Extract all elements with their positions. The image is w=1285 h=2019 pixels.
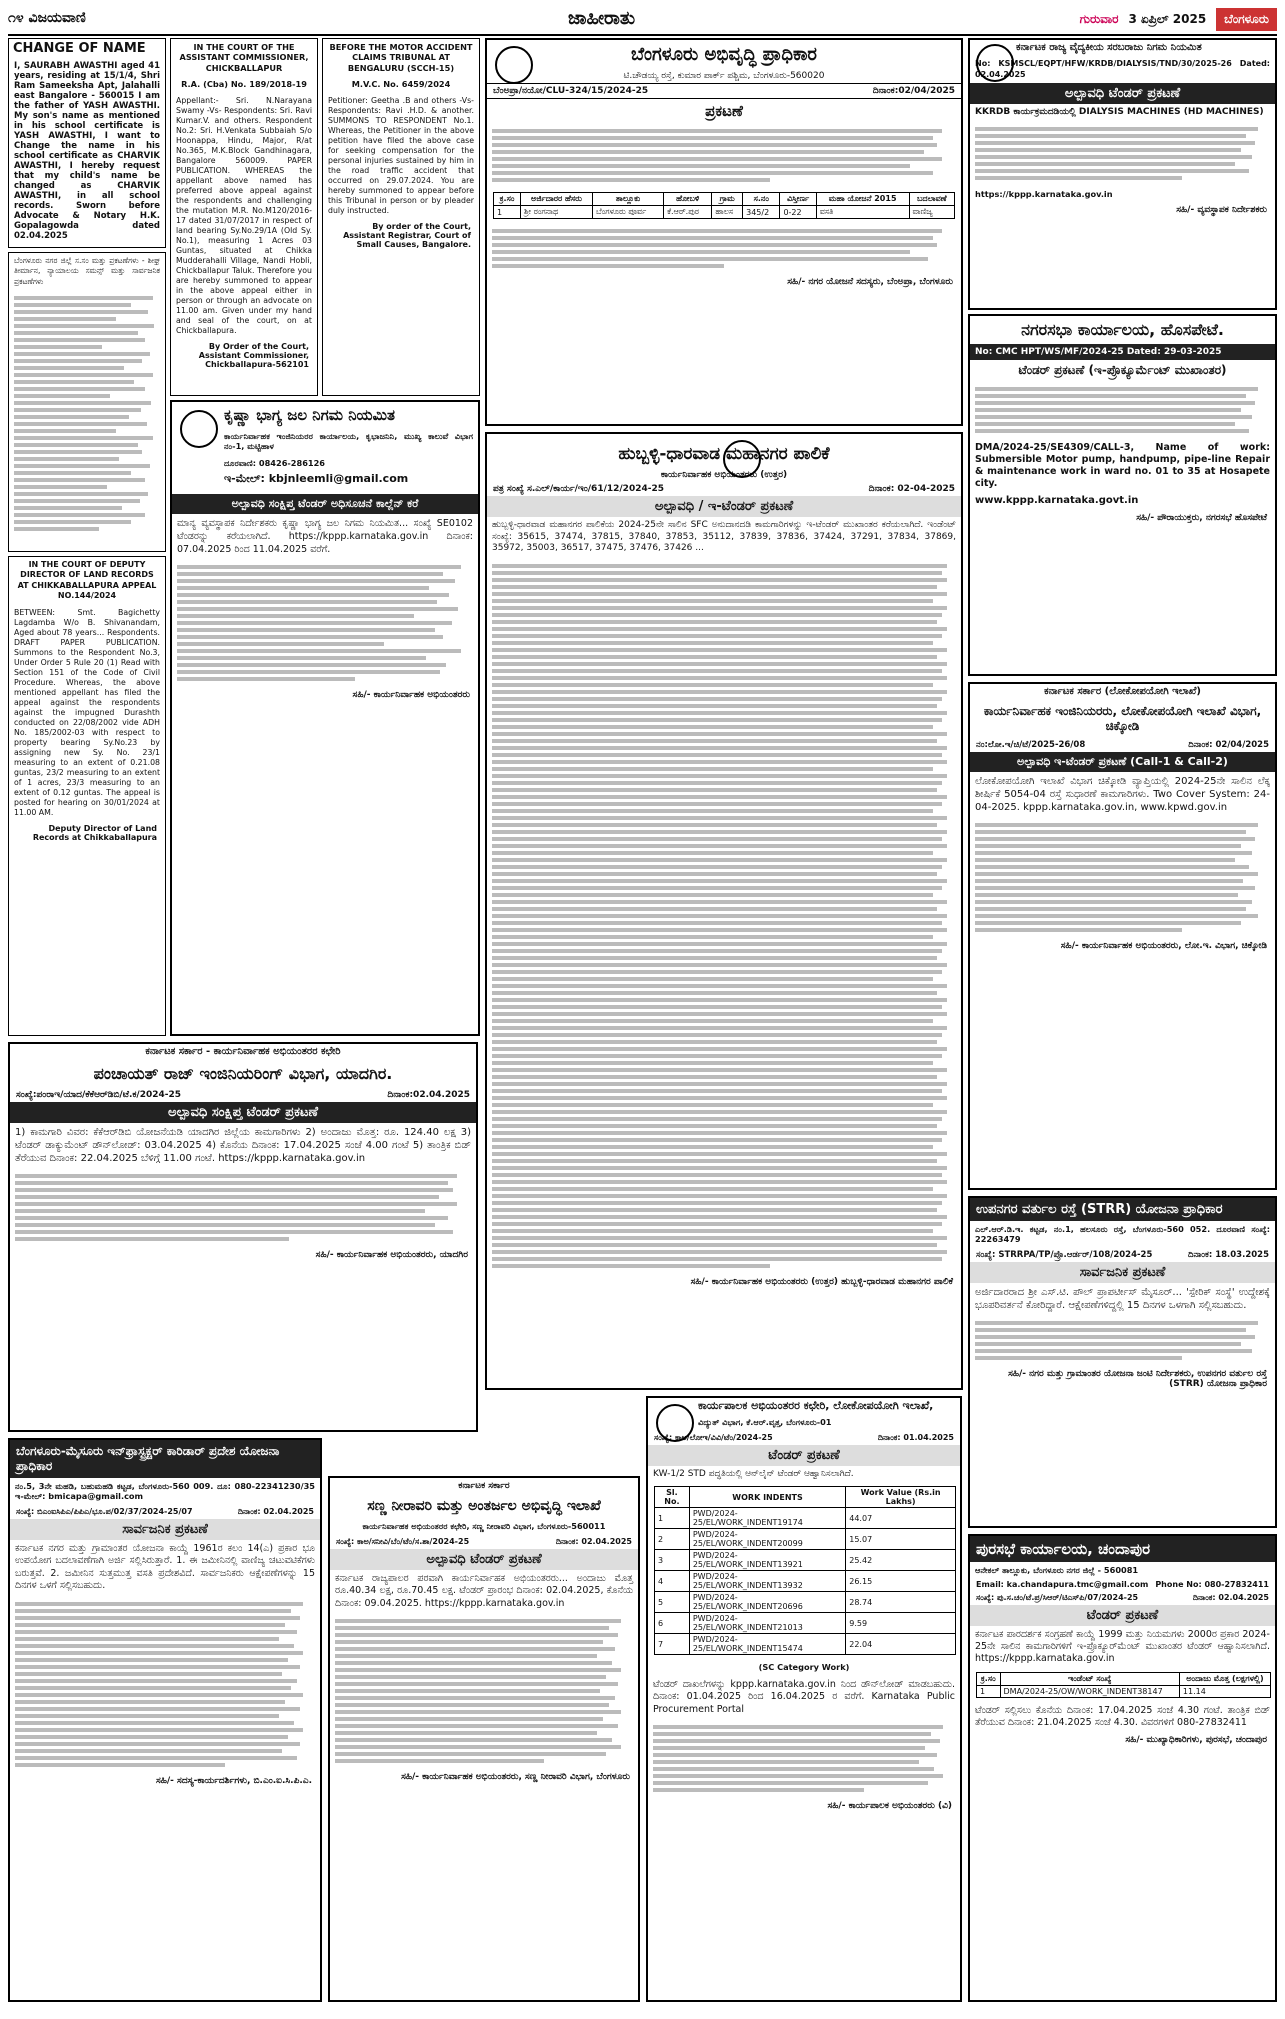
eld-table-cell: 15.07 (846, 1529, 956, 1550)
eld-table-cell: PWD/2024-25/EL/WORK_INDENT20099 (689, 1529, 845, 1550)
mi-date: ದಿನಾಂಕ: 02.04.2025 (555, 1536, 632, 1546)
table-row (655, 1529, 956, 1550)
hdmc-ref: ಪತ್ರ ಸಂಖ್ಯೆ ಸ.ಎಲ್/ಕಾರ್ಯ/ಇಂ/61/12/2024-25 (493, 484, 664, 494)
ac-court-case: R.A. (Cba) No. 189/2018-19 (181, 79, 307, 90)
kssmc-lines (970, 121, 1275, 186)
tribunal-body: Petitioner: Geetha .B and others -Vs- Respondents: Ravi .H.D. & another. SUMMONS TO RESPONDENT No.1. Whereas, the Petitioner in the above petition have filed the above case for seeking compensation for the personal injuries sustained by him in the road traffic accident that occurred on 29.07.2024. You are hereby summoned to appear before this Tribunal in person or by pleader duly instructed. (328, 95, 474, 215)
bda-table-cell: 0-22 (780, 206, 816, 219)
chikodi-title: ಕಾರ್ಯನಿರ್ವಾಹಕ ಇಂಜಿನಿಯರರು, ಲೋಕೋಪಯೋಗಿ ಇಲಾಖೆ ವಿಭಾಗ, ಚಿಕ್ಕೋಡಿ (983, 704, 1262, 734)
header-date-block (1080, 6, 1277, 32)
chandapura-table-cell: DMA/2024-25/OW/WORK_INDENT38147 (1000, 1686, 1179, 1698)
bda-intro-lines (487, 123, 961, 188)
tribunal-title: BEFORE THE MOTOR ACCIDENT CLAIMS TRIBUNAL AT BENGALURU (SCCH-15) (329, 42, 473, 73)
bda-notice-title: ಪ್ರಕಟಣೆ (705, 102, 743, 120)
bda-sign: ಸಹಿ/- ನಗರ ಯೋಜನೆ ಸದಸ್ಯರು, ಬೆಂಅಪ್ರಾ, ಬೆಂಗಳೂರು (787, 277, 953, 287)
bda-table-header-cell: ಅರ್ಜಿದಾರರ ಹೆಸರು (521, 193, 593, 206)
eld-table-cell: PWD/2024-25/EL/WORK_INDENT15474 (689, 1634, 845, 1655)
bda-address: ಟಿ.ಚೌಡಯ್ಯ ರಸ್ತೆ, ಕುಮಾರ ಪಾರ್ಕ್ ಪಶ್ಚಿಮ, ಬೆಂಗಳೂರು-560020 (623, 71, 825, 81)
chandapura-table-header-cell: ಇಂಡೆಂಟ್ ಸಂಖ್ಯೆ (1000, 1673, 1179, 1686)
kbjnl-logo-icon (180, 410, 218, 448)
hdmc-tender (485, 432, 963, 1390)
eld-band: ಟೆಂಡರ್ ಪ್ರಕಟಣೆ (648, 1445, 960, 1466)
eld-table-cell: 28.74 (846, 1592, 956, 1613)
eld-table-cell: PWD/2024-25/EL/WORK_INDENT13932 (689, 1571, 845, 1592)
date: 3 ಏಪ್ರಿಲ್ 2025 (1128, 11, 1207, 26)
eld-table-cell: PWD/2024-25/EL/WORK_INDENT21013 (689, 1613, 845, 1634)
eld-table-cell: 7 (655, 1634, 690, 1655)
hospet-web: www.kppp.karnataka.govt.in (975, 495, 1139, 507)
mi-top: ಕರ್ನಾಟಕ ಸರ್ಕಾರ (458, 1481, 510, 1491)
strr-band: ಸಾರ್ವಜನಿಕ ಪ್ರಕಟಣೆ (970, 1262, 1275, 1283)
table-row (655, 1613, 956, 1634)
land-records-title: IN THE COURT OF DEPUTY DIRECTOR OF LAND RECORDS AT CHIKKABALLAPURA APPEAL NO.144/2024 (17, 560, 157, 601)
kbjnl-body: ಮಾನ್ಯ ವ್ಯವಸ್ಥಾಪಕ ನಿರ್ದೇಶಕರು ಕೃಷ್ಣಾ ಭಾಗ್ಯ ಜಲ ನಿಗಮ ನಿಯಮಿತ... ಸಂಖ್ಯೆ SE0102 ಟೆಂಡರನ್ನು ಕರೆಯಲಾಗಿದೆ. https://kppp.karnataka.gov.in ದಿನಾಂಕ: 07.04.2025 ರಿಂದ 11.04.2025 ವರೆಗೆ. (177, 517, 473, 555)
page-header (8, 6, 1277, 36)
bda-ref: ಬೆಂಅಪ್ರಾ/ನಯೋ/CLU-324/15/2024-25 (493, 86, 649, 96)
chandapura-table-cell: 11.14 (1179, 1686, 1270, 1698)
bda-table-cell: ಬೆಂಗಳೂರು ಪೂರ್ವ (592, 206, 663, 219)
hdmc-sign: ಸಹಿ/- ಕಾರ್ಯನಿರ್ವಾಹಕ ಅಭಿಯಂತರರು (ಉತ್ತರ) ಹುಬ್ಬಳ್ಳಿ-ಧಾರವಾಡ ಮಹಾನಗರ ಪಾಲಿಕೆ (690, 1276, 953, 1287)
eld-note: (SC Category Work) (758, 1662, 850, 1673)
eld-date: ದಿನಾಂಕ: 01.04.2025 (877, 1432, 954, 1442)
bmicapa-date: ದಿನಾಂಕ: 02.04.2025 (237, 1506, 314, 1516)
bmicapa-address: ನಂ.5, 3ನೇ ಮಹಡಿ, ಬಹುಮಹಡಿ ಕಟ್ಟಡ, ಬೆಂಗಳೂರು-560 009. ದೂ: 080-22341230/35 ಇ-ಮೇಲ್: bmicapa@gmail.com (15, 1481, 315, 1502)
tribunal-case: M.V.C. No. 6459/2024 (351, 79, 451, 90)
hospet-sign: ಸಹಿ/- ಪೌರಾಯುಕ್ತರು, ನಗರಸಭೆ ಹೊಸಪೇಟೆ (1136, 512, 1267, 523)
chikodi-body: ಲೋಕೋಪಯೋಗಿ ಇಲಾಖೆ ವಿಭಾಗ ಚಿಕ್ಕೋಡಿ ವ್ಯಾಪ್ತಿಯಲ್ಲಿ 2024-25ನೇ ಸಾಲಿನ ಲೆಕ್ಕ ಶೀರ್ಷಿಕೆ 5054-04 ರಸ್ತೆ ಸುಧಾರಣೆ ಕಾಮಗಾರಿಗಳು. Two Cover System: 24-04-2025. kppp.karnataka.gov.in, www.kpwd.gov.in (975, 776, 1270, 814)
eld-table-cell: 6 (655, 1613, 690, 1634)
pwd-chikodi-tender (968, 682, 1277, 1190)
mi-sign: ಸಹಿ/- ಕಾರ್ಯನಿರ್ವಾಹಕ ಅಭಿಯಂತರರು, ಸಣ್ಣ ನೀರಾವರಿ ವಿಭಾಗ, ಬೆಂಗಳೂರು (401, 1772, 630, 1783)
eld-body: ಟೆಂಡರ್ ದಾಖಲೆಗಳನ್ನು kppp.karnataka.gov.in ನಿಂದ ಡೌನ್‌ಲೋಡ್ ಮಾಡಬಹುದು. ದಿನಾಂಕ: 01.04.2025 ರಿಂದ 16.04.2025 ರ ವರೆಗೆ. Karnataka Public Procurement Portal (653, 1678, 955, 1715)
chandapura-band: ಟೆಂಡರ್ ಪ್ರಕಟಣೆ (970, 1605, 1275, 1626)
chandapura-phone: Phone No: 080-27832411 (1155, 1580, 1269, 1590)
strr-sign: ಸಹಿ/- ನಗರ ಮತ್ತು ಗ್ರಾಮಾಂತರ ಯೋಜನಾ ಜಂಟಿ ನಿರ್ದೇಶಕರು, ಉಪನಗರ ವರ್ತುಲ ರಸ್ತೆ (STRR) ಯೋಜನಾ ಪ್ರಾಧಿಕಾರ (1008, 1368, 1267, 1389)
chandapura-title: ಪುರಸಭೆ ಕಾರ್ಯಾಲಯ, ಚಂದಾಪುರ (970, 1536, 1275, 1562)
land-records-sign: Deputy Director of Land Records at Chikkaballapura (32, 823, 157, 842)
kssmc-sign: ಸಹಿ/- ವ್ಯವಸ್ಥಾಪಕ ನಿರ್ದೇಶಕರು (1176, 205, 1267, 216)
small-notices-lines (9, 290, 165, 537)
kbjnl-title: ಕೃಷ್ಣಾ ಭಾಗ್ಯ ಜಲ ನಿಗಮ ನಿಯಮಿತ (224, 406, 395, 424)
ac-court-sign: By Order of the Court, Assistant Commissioner, Chickballapura-562101 (198, 341, 309, 369)
hospet-lines (970, 381, 1275, 439)
chikodi-lines (970, 817, 1275, 938)
kssmc-band: ಅಲ್ಪಾವಧಿ ಟೆಂಡರ್ ಪ್ರಕಟಣೆ (970, 83, 1275, 104)
change-of-name-body: I, SAURABH AWASTHI aged 41 years, residing at 15/1/4, Shri Ram Sameeksha Apt, Jalahalli east Bangalore - 560015 I am the father of YASH AWASTHI. My son's name as mentioned in his school certificate is YASH AWASTHI, I want to Change the name in his school certificate as CHARVIK AWASTHI, I hereby request that my child's name be changed as CHARVIK AWASTHI, in all school records. Sworn before Advocate & Notary H.K. Gopalagowda dated 02.04.2025 (14, 61, 160, 241)
eld-table-cell: 44.07 (846, 1508, 956, 1529)
kbjnl-sign: ಸಹಿ/- ಕಾರ್ಯನಿರ್ವಾಹಕ ಅಭಿಯಂತರರು (352, 689, 470, 700)
pwd-logo-icon (656, 1404, 694, 1442)
mi-title: ಸಣ್ಣ ನೀರಾವರಿ ಮತ್ತು ಅಂತರ್ಜಲ ಅಭಿವೃದ್ಧಿ ಇಲಾಖೆ (367, 1498, 601, 1515)
change-of-name-ad (8, 38, 166, 248)
chandapura-table (976, 1672, 1271, 1698)
bda-table-header-cell: ಕ್ರ.ಸಂ (494, 193, 521, 206)
kssmc-web: https://kppp.karnataka.gov.in (975, 188, 1113, 199)
kbjnl-phone: ದೂರವಾಣಿ: 08426-286126 (224, 457, 325, 468)
kssmc-ref: No: KSMSCL/EQPT/HFW/KRDB/DIALYSIS/TND/30/2025-26 Dated: 02.04.2025 (975, 59, 1270, 79)
strr-notice (968, 1196, 1277, 1528)
chikodi-ref: ನಂ:ಲೋ.ಇ/ಚಿ/ಟೆ/2025-26/08 (976, 740, 1086, 751)
bda-table-header-cell: ತಾಲ್ಲೂಕು (592, 193, 663, 206)
chandapura-body: ಕರ್ನಾಟಕ ಪಾರದರ್ಶಕ ಸಂಗ್ರಹಣೆ ಕಾಯ್ದೆ 1999 ಮತ್ತು ನಿಯಮಗಳು 2000ರ ಪ್ರಕಾರ 2024-25ನೇ ಸಾಲಿನ ಕಾಮಗಾರಿಗಳಿಗೆ ಇ-ಪ್ರೊಕ್ಯೂರ್‌ಮೆಂಟ್ ಮುಖಾಂತರ ಟೆಂಡರ್ ಆಹ್ವಾನಿಸಲಾಗಿದೆ. https://kppp.karnataka.gov.in (975, 1629, 1270, 1665)
eld-table-header-cell: Work Value (Rs.in Lakhs) (846, 1487, 956, 1508)
eld-table-cell: 2 (655, 1529, 690, 1550)
bda-table-header-cell: ಹೋಬಳಿ (664, 193, 712, 206)
minor-irrigation-tender (328, 1476, 640, 2002)
hospet-tender (968, 314, 1277, 676)
strr-date: ದಿನಾಂಕ: 18.03.2025 (1188, 1249, 1269, 1260)
mi-lines (330, 1613, 638, 1769)
hospet-ref: No: CMC HPT/WS/MF/2024-25 Dated: 29-03-2025 (970, 344, 1275, 360)
yadgir-top: ಕರ್ನಾಟಕ ಸರ್ಕಾರ - ಕಾರ್ಯನಿರ್ವಾಹಕ ಅಭಿಯಂತರರ ಕಛೇರಿ (145, 1046, 341, 1057)
bda-date: ದಿನಾಂಕ:02/04/2025 (872, 86, 955, 96)
pwd-electrical-tender (646, 1396, 962, 2002)
table-row (655, 1571, 956, 1592)
eld-title: ಕಾರ್ಯಪಾಲಕ ಅಭಿಯಂತರರ ಕಛೇರಿ, ಲೋಕೋಪಯೋಗಿ ಇಲಾಖೆ, (698, 1399, 934, 1412)
small-notices-column (8, 252, 166, 552)
kbjnl-office: ಕಾರ್ಯನಿರ್ವಾಹಕ ಇಂಜಿನಿಯರರ ಕಾರ್ಯಾಲಯ, ಕೃಭಾಜನಿನಿ, ಮುಖ್ಯ ಕಾಲುವೆ ವಿಭಾಗ ನಂ-1, ಮಟ್ಟಿಹಾಳ (224, 431, 473, 452)
kssmc-items: KKRDB ಕಾರ್ಯಕ್ರಮದಡಿಯಲ್ಲಿ DIALYSIS MACHINES (HD MACHINES) (975, 107, 1264, 118)
table-row (655, 1550, 956, 1571)
chandapura-address: ಆನೇಕಲ್ ತಾಲ್ಲೂಕು, ಬೆಂಗಳೂರು ನಗರ ಜಿಲ್ಲೆ - 560081 (975, 1565, 1139, 1575)
chandapura-table-header-cell: ಕ್ರ.ಸಂ (977, 1673, 1001, 1686)
chandapura-tender (968, 1534, 1277, 2002)
bda-notice (485, 38, 963, 426)
eld-table-cell: 26.15 (846, 1571, 956, 1592)
eld-table-cell: 5 (655, 1592, 690, 1613)
bda-title: ಬೆಂಗಳೂರು ಅಭಿವೃದ್ಧಿ ಪ್ರಾಧಿಕಾರ (631, 44, 817, 65)
bmicapa-band: ಸಾರ್ವಜನಿಕ ಪ್ರಕಟಣೆ (10, 1519, 320, 1540)
bmicapa-sign: ಸಹಿ/- ಸದಸ್ಯ-ಕಾರ್ಯದರ್ಶಿಗಳು, ಬಿ.ಎಂ.ಐ.ಸಿ.ಪಿ.ಎ. (155, 1775, 312, 1786)
strr-ref: ಸಂಖ್ಯೆ: STRRPA/TP/ಪ್ರೊ.ಆರ್ಡರ್/108/2024-25 (976, 1249, 1153, 1260)
chandapura-sign: ಸಹಿ/- ಮುಖ್ಯಾಧಿಕಾರಿಗಳು, ಪುರಸಭೆ, ಚಂದಾಪುರ (1125, 1735, 1267, 1746)
strr-address: ಎಲ್.ಆರ್.ಡಿ.ಇ. ಕಟ್ಟಡ, ನಂ.1, ಹಲಸೂರು ರಸ್ತೆ, ಬೆಂಗಳೂರು-560 052. ದೂರವಾಣಿ ಸಂಖ್ಯೆ: 22263479 (975, 1224, 1270, 1245)
eld-table-header-cell: WORK INDENTS (689, 1487, 845, 1508)
table-row (655, 1508, 956, 1529)
strr-lines (970, 1315, 1275, 1366)
eld-table-cell: 4 (655, 1571, 690, 1592)
bmicapa-notice (8, 1438, 322, 2002)
eld-table-header-cell: Sl. No. (655, 1487, 690, 1508)
yadgir-body: 1) ಕಾಮಗಾರಿ ವಿವರ: ಕೆಕೆಆರ್‌ಡಿಬಿ ಯೋಜನೆಯಡಿ ಯಾದಗಿರ ಜಿಲ್ಲೆಯ ಕಾಮಗಾರಿಗಳು 2) ಅಂದಾಜು ಮೊತ್ತ: ರೂ. 124.40 ಲಕ್ಷ 3) ಟೆಂಡರ್ ಡಾಕ್ಯುಮೆಂಟ್ ಡೌನ್‌ಲೋಡ್: 03.04.2025 4) ಕೊನೆಯ ದಿನಾಂಕ: 17.04.2025 ಸಂಜೆ 4.00 ಗಂಟೆ 5) ತಾಂತ್ರಿಕ ಬಿಡ್ ತೆರೆಯುವ ದಿನಾಂಕ: 22.04.2025 ಬೆಳಿಗ್ಗೆ 11.00 ಗಂಟೆ. https://kppp.karnataka.gov.in (15, 1127, 471, 1165)
bda-table-header-cell: ಗ್ರಾಮ (712, 193, 743, 206)
yadgir-sign: ಸಹಿ/- ಕಾರ್ಯನಿರ್ವಾಹಕ ಅಭಿಯಂತರರು, ಯಾದಗಿರ (315, 1250, 468, 1261)
hdmc-logo-icon (723, 440, 761, 478)
bda-table (493, 192, 955, 219)
mi-ref: ಸಂಖ್ಯೆ: ಕಾಅ/ಸನೀವಿ/ಬೆಂ/ಟೆಂ/ಸ.ಶಾ/2024-25 (336, 1536, 470, 1546)
kbjnl-email: ಇ-ಮೇಲ್: kbjnleemli@gmail.com (224, 472, 409, 486)
bda-table-cell: 345/2 (743, 206, 780, 219)
bmicapa-lines (10, 1596, 320, 1773)
eld-table-cell: 22.04 (846, 1634, 956, 1655)
land-records-body: BETWEEN: Smt. Bagichetty Lagdamba W/o B. Shivanandam, Aged about 78 years... Respondents. DRAFT PAPER PUBLICATION. Summons to the Respondent No.3, Under Order 5 Rule 20 (1) Read with Section 151 of the Code of Civil Procedure. Whereas, the above mentioned appellant has filed the appeal against the respondents against the impugned Durashth conducted on 22/08/2002 vide ADH No. 185/2002-03 with respect to property bearing Sy.No.23 by assigning new Sy. No. 23/1 measuring to an extent of 0.21.08 guntas, 23/2 measuring to an extent of 1 acres, 23/3 measuring to an extent of 0.12 guntas. The appeal is posted for hearing on 30/01/2024 at 11.00 AM. (14, 607, 160, 817)
chikodi-date: ದಿನಾಂಕ: 02/04/2025 (1188, 740, 1269, 751)
strr-title: ಉಪನಗರ ವರ್ತುಲ ರಸ್ತೆ (STRR) ಯೋಜನಾ ಪ್ರಾಧಿಕಾರ (970, 1198, 1275, 1221)
chandapura-after: ಟೆಂಡರ್ ಸಲ್ಲಿಸಲು ಕೊನೆಯ ದಿನಾಂಕ: 17.04.2025 ಸಂಜೆ 4.30 ಗಂಟೆ. ತಾಂತ್ರಿಕ ಬಿಡ್ ತೆರೆಯುವ ದಿನಾಂಕ: 21.04.2025 ಸಂಜೆ 4.30. ವಿವರಗಳಿಗೆ 080-27832411 (975, 1705, 1270, 1729)
hdmc-title: ಹುಬ್ಬಳ್ಳಿ-ಧಾರವಾಡ ಮಹಾನಗರ ಪಾಲಿಕೆ (618, 444, 830, 464)
bda-table-cell: ವಾಣಿಜ್ಯ (909, 206, 954, 219)
bmicapa-body: ಕರ್ನಾಟಕ ನಗರ ಮತ್ತು ಗ್ರಾಮಾಂತರ ಯೋಜನಾ ಕಾಯ್ದೆ 1961ರ ಕಲಂ 14(ಎ) ಪ್ರಕಾರ ಭೂ ಉಪಯೋಗ ಬದಲಾವಣೆಗಾಗಿ ಅರ್ಜಿ ಸಲ್ಲಿಸಿರುತ್ತಾರೆ. 1. ಈ ಜಮೀನಿನಲ್ಲಿ ವಾಣಿಜ್ಯ ಚಟುವಟಿಕೆಗಳು ಬರುತ್ತವೆ. 2. ಜಮೀನಿನ ಸುತ್ತಮುತ್ತ ವಸತಿ ಪ್ರದೇಶವಿದೆ. ಸಾರ್ವಜನಿಕರು ಆಕ್ಷೇಪಣೆಗಳನ್ನು 15 ದಿನಗಳ ಒಳಗೆ ಸಲ್ಲಿಸಬಹುದು. (15, 1542, 315, 1592)
bmicapa-title: ಬೆಂಗಳೂರು-ಮೈಸೂರು ಇನ್‌ಫ್ರಾಸ್ಟ್ರಕ್ಚರ್ ಕಾರಿಡಾರ್ ಪ್ರದೇಶ ಯೋಜನಾ ಪ್ರಾಧಿಕಾರ (10, 1440, 320, 1478)
bda-table-header-cell: ಮಹಾ ಯೋಜನೆ 2015 (816, 193, 909, 206)
chikodi-band: ಅಲ್ಪಾವಧಿ ಇ-ಟೆಂಡರ್ ಪ್ರಕಟಣೆ (Call-1 & Call-2) (970, 752, 1275, 772)
yadgir-tender (8, 1042, 478, 1432)
chikodi-sign: ಸಹಿ/- ಕಾರ್ಯನಿರ್ವಾಹಕ ಅಭಿಯಂತರರು, ಲೋ.ಇ. ವಿಭಾಗ, ಚಿಕ್ಕೋಡಿ (1060, 941, 1267, 952)
hdmc-indent-lines (487, 558, 961, 1274)
bda-table-cell: ಶ್ರೀ ರಂಗನಾಥ (521, 206, 593, 219)
mi-body: ಕರ್ನಾಟಕ ರಾಜ್ಯಪಾಲರ ಪರವಾಗಿ ಕಾರ್ಯನಿರ್ವಾಹಕ ಅಭಿಯಂತರರು... ಅಂದಾಜು ಮೊತ್ತ ರೂ.40.34 ಲಕ್ಷ, ರೂ.70.45 ಲಕ್ಷ. ಟೆಂಡರ್ ಪ್ರಾರಂಭ ದಿನಾಂಕ: 02.04.2025, ಕೊನೆಯ ದಿನಾಂಕ: 09.04.2025. https://kppp.karnataka.gov.in (335, 1572, 633, 1609)
strr-body: ಅರ್ಜಿದಾರರಾದ ಶ್ರೀ ಎಸ್.ಟಿ. ಪೌಲ್ ಪ್ರಾಪರ್ಟೀಸ್ ಮೈಸೂರ್... 'ಸ್ಪೇರಿಕ್ ಸಂಸ್ಥೆ' ಉದ್ದೇಶಕ್ಕೆ ಭೂಪರಿವರ್ತನೆ ಕೋರಿದ್ದಾರೆ. ಆಕ್ಷೇಪಣೆಗಳಿದ್ದಲ್ಲಿ 15 ದಿನಗಳ ಒಳಗಾಗಿ ಸಲ್ಲಿಸಬಹುದು. (975, 1286, 1270, 1311)
page-number: ೧೪ ವಿಜಯವಾಣಿ (8, 10, 86, 26)
table-row (655, 1592, 956, 1613)
bda-table-cell: ಕೆ.ಆರ್.ಪುರ (664, 206, 712, 219)
hdmc-date: ದಿನಾಂಕ: 02-04-2025 (868, 484, 955, 494)
edition-city: ಬೆಂಗಳೂರು (1216, 8, 1277, 31)
hospet-body: DMA/2024-25/SE4309/CALL-3, Name of work: Submersible Motor pump, handpump, pipe-line Repair & maintenance work in ward no. 01 to 35 at Hosapete city. (975, 442, 1270, 490)
change-of-name-title: CHANGE OF NAME (13, 41, 146, 56)
eld-subtitle: ವಿದ್ಯುತ್ ವಿಭಾಗ, ಕೆ.ಆರ್.ವೃತ್ತ, ಬೆಂಗಳೂರು-01 (698, 1417, 832, 1428)
kssmc-logo-icon (976, 44, 1014, 82)
bda-table-cell: ಹಾಲಸ (712, 206, 743, 219)
hdmc-subtitle: ಕಾರ್ಯನಿರ್ವಾಹಕ ಅಭಿಯಂತರರು (ಉತ್ತರ) (660, 470, 788, 480)
kssmc-tender (968, 38, 1277, 310)
bda-table-header-cell: ಬದಲಾವಣೆ (909, 193, 954, 206)
ac-court-title: IN THE COURT OF THE ASSISTANT COMMISSIONER, CHICKBALLAPUR (179, 42, 309, 73)
chandapura-table-header-cell: ಅಂದಾಜು ಮೊತ್ತ (ಲಕ್ಷಗಳಲ್ಲಿ) (1179, 1673, 1270, 1686)
mact-tribunal-notice (322, 38, 480, 396)
bda-table-cell: ವಸತಿ (816, 206, 909, 219)
chandapura-ref: ಸಂಖ್ಯೆ: ಪು.ಸ.ಚಂ/ಟೆ.ಪ್ರ/ಸಿಆರ್/ಟಿಎಸ್‌ಪಿ/07/2024-25 (976, 1593, 1139, 1603)
chandapura-date: ದಿನಾಂಕ: 02.04.2025 (1192, 1593, 1269, 1603)
land-records-court-notice (8, 556, 166, 1036)
eld-table-cell: 25.42 (846, 1550, 956, 1571)
eld-lines (648, 1719, 960, 1798)
chandapura-table-cell: 1 (977, 1686, 1001, 1698)
bda-table-header-cell: ಸ.ನಂ (743, 193, 780, 206)
eld-work-table (654, 1486, 956, 1655)
bda-table-cell: 1 (494, 206, 521, 219)
eld-sign: ಸಹಿ/- ಕಾರ್ಯಪಾಲಕ ಅಭಿಯಂತರರು (ವಿ) (827, 1801, 952, 1812)
yadgir-date: ದಿನಾಂಕ:02.04.2025 (387, 1090, 470, 1101)
chandapura-email: Email: ka.chandapura.tmc@gmail.com (976, 1580, 1149, 1590)
kbjnl-band: ಅಲ್ಪಾವಧಿ ಸಂಕ್ಷಿಪ್ತ ಟೆಂಡರ್ ಅಧಿಸೂಚನೆ ಕಾಲ್ಲೆನ್ ಕರೆ (172, 494, 478, 514)
ac-court-notice (170, 38, 318, 396)
weekday: ಗುರುವಾರ (1079, 11, 1119, 26)
hdmc-band: ಅಲ್ಪಾವಧಿ / ಇ-ಟೆಂಡರ್ ಪ್ರಕಟಣೆ (487, 496, 961, 517)
hdmc-body: ಹುಬ್ಬಳ್ಳಿ-ಧಾರವಾಡ ಮಹಾನಗರ ಪಾಲಿಕೆಯ 2024-25ನೇ ಸಾಲಿನ SFC ಅನುದಾನದಡಿ ಕಾಮಗಾರಿಗಳನ್ನು ಇ-ಟೆಂಡರ್ ಮುಖಾಂತರ ಕರೆಯಲಾಗಿದೆ. ಇಂಡೆಂಟ್ ಸಂಖ್ಯೆ: 35615, 37474, 37815, 37840, 37853, 35112, 37839, 37836, 37424, 37291, 37834, 37869, 35972, 35003, 36517, 37475, 37476, 37426 ... (492, 520, 956, 553)
bmicapa-ref: ಸಂಖ್ಯೆ: ಬಿಎಂಐಸಿಪಿಎ/ಪಿಪಿಎ/ಭೂ.ಪ/02/37/2024-25/07 (16, 1506, 193, 1516)
hospet-band: ಟೆಂಡರ್ ಪ್ರಕಟಣೆ (ಇ-ಪ್ರೊಕ್ಯೂರ್ಮೆಂಟ್ ಮುಖಾಂತರ) (1018, 363, 1227, 378)
krishna-bhagya-tender (170, 400, 480, 1036)
eld-ref: ಸಂಖ್ಯೆ: ಕಾಅ/ಲೋಇ/ವಿವಿ/ಟೆಂ/2024-25 (654, 1432, 773, 1442)
eld-table-cell: 3 (655, 1550, 690, 1571)
eld-table-cell: 9.59 (846, 1613, 956, 1634)
mi-band: ಅಲ್ಪಾವಧಿ ಟೆಂಡರ್ ಪ್ರಕಟಣೆ (330, 1549, 638, 1570)
kssmc-title: ಕರ್ನಾಟಕ ರಾಜ್ಯ ವೈದ್ಯಕೀಯ ಸರಬರಾಜು ನಿಗಮ ನಿಯಮಿತ (1016, 42, 1202, 53)
eld-table-cell: PWD/2024-25/EL/WORK_INDENT20696 (689, 1592, 845, 1613)
yadgir-lines (10, 1168, 476, 1247)
eld-intro: KW-1/2 STD ಪದ್ಧತಿಯಲ್ಲಿ ಆನ್‌ಲೈನ್ ಟೆಂಡರ್ ಆಹ್ವಾನಿಸಲಾಗಿದೆ. (653, 1468, 854, 1479)
yadgir-ref: ಸಂಖ್ಯೆ:ಪಂರಾಇ/ಯಾದ/ಕೆಕೆಆರ್‌ಡಿಬಿ/ಟೆ.ಕ/2024-25 (16, 1090, 182, 1101)
chikodi-top: ಕರ್ನಾಟಕ ಸರ್ಕಾರ (ಲೋಕೋಪಯೋಗಿ ಇಲಾಖೆ) (1044, 686, 1201, 697)
yadgir-band: ಅಲ್ಪಾವಧಿ ಸಂಕ್ಷಿಪ್ತ ಟೆಂಡರ್ ಪ್ರಕಟಣೆ (10, 1102, 476, 1123)
kbjnl-lines (172, 559, 478, 687)
hospet-title: ನಗರಸಭಾ ಕಾರ್ಯಾಲಯ, ಹೊಸಪೇಟೆ. (1021, 320, 1224, 339)
table-row (655, 1634, 956, 1655)
bda-outro-lines (487, 223, 961, 274)
eld-table-cell: 1 (655, 1508, 690, 1529)
eld-table-cell: PWD/2024-25/EL/WORK_INDENT19174 (689, 1508, 845, 1529)
small-notices-text: ಬೆಂಗಳೂರು ನಗರ ಜಿಲ್ಲೆ ಸ.ಸಂ ಮತ್ತು ಪ್ರಕಟಣೆಗಳು - ಶೀಘ್ರ ತೀರ್ಮಾನ, ನ್ಯಾಯಾಲಯ ಸಮನ್ಸ್ ಮತ್ತು ಸಾರ್ವಜನಿಕ ಪ್ರಕಟಣೆಗಳು (14, 256, 160, 286)
ac-court-body: Appellant:- Sri. N.Narayana Swamy -Vs- Respondents: Sri. Ravi Kumar.V. and others. Respondent No.2: Sri. H.Venkata Subbaiah S/o Hoonappa, Hindu, Major, R/at No.365, M.K.Block Gandhinagara, Bangalore 560009. PAPER PUBLICATION. WHEREAS the appellant above named has preferred above appeal against the respondents and challenging the mutation M.R. No.M120/2016-17 dated 31/07/2017 in respect of land bearing Sy.No.29/1A (Old Sy. No.1), measuring 1 Acres 03 Guntas, situated at Chikka Mudderahalli Village, Nandi Hobli, Chickballapur Taluk. Therefore you are hereby summoned to appear in the above appeal either in person or through an advocate on 11.00 am. Given under my hand and seal of the court, on at Chickballapura. (176, 95, 312, 335)
table-row (977, 1686, 1271, 1698)
yadgir-title: ಪಂಚಾಯತ್ ರಾಜ್ ಇಂಜಿನಿಯರಿಂಗ್ ವಿಭಾಗ, ಯಾದಗಿರ. (93, 1064, 393, 1084)
section-title: ಜಾಹೀರಾತು (568, 8, 636, 29)
eld-table-cell: PWD/2024-25/EL/WORK_INDENT13921 (689, 1550, 845, 1571)
mi-office: ಕಾರ್ಯನಿರ್ವಾಹಕ ಅಭಿಯಂತರರ ಕಛೇರಿ, ಸಣ್ಣ ನೀರಾವರಿ ವಿಭಾಗ, ಬೆಂಗಳೂರು-560011 (362, 1521, 606, 1532)
bda-table-header-cell: ವಿಸ್ತೀರ್ಣ (780, 193, 816, 206)
bda-logo-icon (495, 46, 533, 84)
tribunal-sign: By order of the Court, Assistant Registrar, Court of Small Causes, Bangalore. (343, 221, 471, 249)
